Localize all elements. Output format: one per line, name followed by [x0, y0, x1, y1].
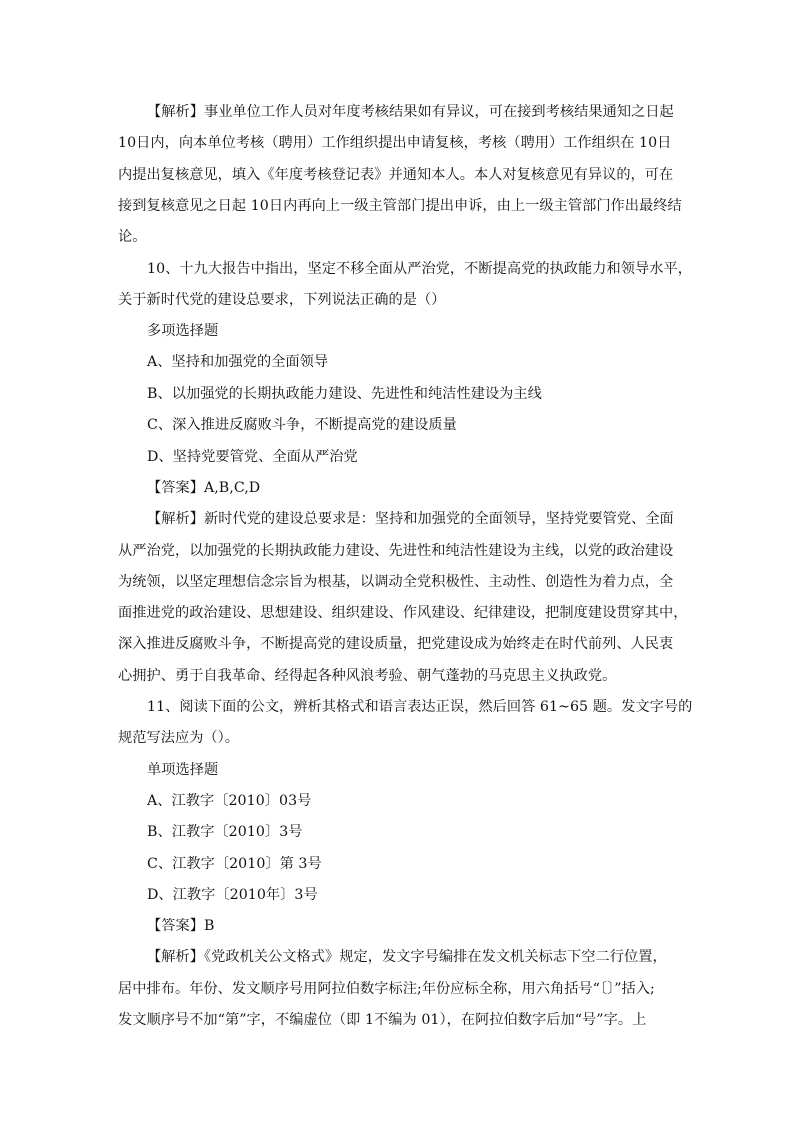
question-stem: 关于新时代党的建设总要求，下列说法正确的是（）: [118, 292, 446, 308]
analysis-line: 心拥护、勇于自我革命、经得起各种风浪考验、朝气蓬勃的马克思主义执政党。: [118, 668, 617, 684]
question-stem: 规范写法应为（）。: [118, 730, 240, 746]
question-stem: 11、阅读下面的公文，辨析其格式和语言表达正误，然后回答 61~65 题。发文字号的: [147, 699, 693, 715]
option-b: B、以加强党的长期执政能力建设、先进性和纯洁性建设为主线: [147, 386, 542, 402]
option-c: C、深入推进反腐败斗争，不断提高党的建设质量: [147, 417, 457, 433]
analysis-line: 10日内，向本单位考核（聘用）工作组织提出申请复核，考核（聘用）工作组织在 10日: [118, 135, 672, 151]
analysis-line: 【解析】事业单位工作人员对年度考核结果如有异议，可在接到考核结果通知之日起: [147, 104, 674, 120]
option-a: A、坚持和加强党的全面领导: [147, 354, 329, 370]
analysis-line: 【解析】《党政机关公文格式》规定，发文字号编排在发文机关标志下空二行位置，: [147, 949, 667, 965]
analysis-line: 论。: [118, 229, 147, 245]
analysis-line: 为统领，以坚定理想信念宗旨为根基，以调动全党积极性、主动性、创造性为着力点，全: [118, 574, 674, 590]
option-b: B、江教字〔2010〕3号: [147, 824, 303, 840]
analysis-line: 【解析】新时代党的建设总要求是：坚持和加强党的全面领导，坚持党要管党、全面: [147, 511, 674, 527]
option-a: A、江教字〔2010〕03号: [147, 793, 312, 809]
answer-line: 【答案】B: [147, 918, 215, 934]
analysis-line: 深入推进反腐败斗争，不断提高党的建设质量，把党建设成为始终走在时代前列、人民衷: [118, 636, 674, 652]
analysis-line: 发文顺序号不加“第”字，不编虚位（即 1不编为 01），在阿拉伯数字后加“号”字。上: [118, 1012, 647, 1028]
option-c: C、江教字〔2010〕第 3号: [147, 856, 322, 872]
option-d: D、坚持党要管党、全面从严治党: [147, 449, 358, 465]
analysis-line: 面推进党的政治建设、思想建设、组织建设、作风建设、纪律建设，把制度建设贯穿其中，: [118, 605, 688, 621]
analysis-line: 接到复核意见之日起 10日内再向上一级主管部门提出申诉，由上一级主管部门作出最终结: [118, 198, 682, 214]
analysis-line: 居中排布。年份、发文顺序号用阿拉伯数字标注;年份应标全称，用六角括号“〔〕”括入;: [118, 981, 655, 997]
question-type: 单项选择题: [147, 762, 219, 778]
analysis-line: 内提出复核意见，填入《年度考核登记表》并通知本人。本人对复核意见有异议的，可在: [118, 167, 674, 183]
analysis-line: 从严治党，以加强党的长期执政能力建设、先进性和纯洁性建设为主线，以党的政治建设: [118, 543, 674, 559]
answer-line: 【答案】A,B,C,D: [147, 480, 261, 496]
option-d: D、江教字〔2010年〕3号: [147, 887, 318, 903]
question-stem: 10、十九大报告中指出，坚定不移全面从严治党，不断提高党的执政能力和领导水平，: [147, 261, 692, 277]
question-type: 多项选择题: [147, 323, 219, 339]
